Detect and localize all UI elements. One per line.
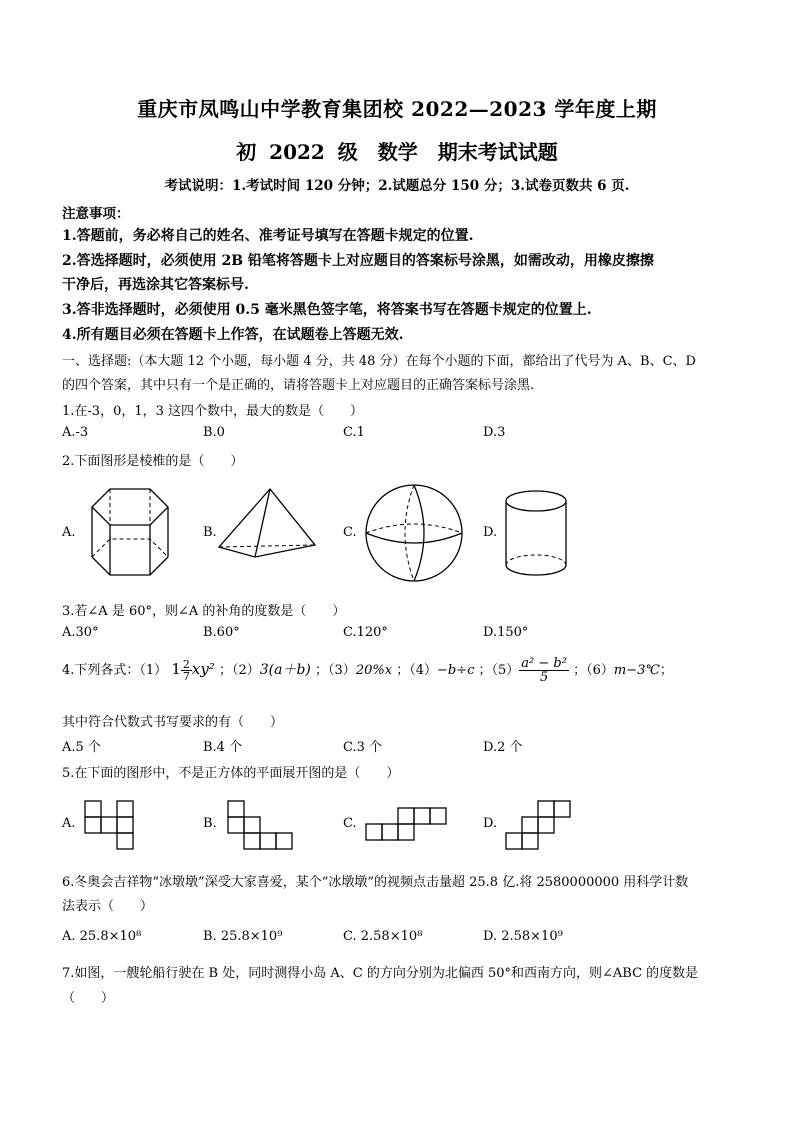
q5-label-d: D. [483,816,498,831]
q6-option-d: D. 2.58×10⁹ [483,929,563,944]
q1-option-d: D.3 [483,425,506,440]
q4-label-6: ；（6） [573,663,614,678]
pyramid-figure [215,485,325,565]
q5-label-b: B. [203,816,217,831]
q4-frac5-num: a² − b² [521,656,567,671]
q4-fraction [181,659,192,682]
q1-option-c: C.1 [343,425,365,440]
question-5-stem: 5.在下面的图形中，不是正方体的平面展开图的是（ ） [62,766,400,781]
notice-item: 4.所有题目必须在答题卡上作答，在试题卷上答题无效. [62,327,404,343]
q4-expr-2: 3(a＋b) [259,662,311,678]
question-7-stem: 7.如图，一艘轮船行驶在 B 处，同时测得小岛 A、C 的方向分别为北偏西 50°和西南方向，则∠ABC 的度数是 [62,966,699,981]
question-6-stem: 6.冬奥会吉祥物“冰墩墩”深受大家喜爱，某个“冰墩墩”的视频点击量超 25.8 亿.将 2580000000 用科学计数 [62,875,689,890]
q4-frac-num: 2 [182,657,190,671]
notice-item: 2.答选择题时，必须使用 2B 铅笔将答题卡上对应题目的答案标号涂黑，如需改动，用橡皮擦擦 [62,253,654,269]
cube-net-b [227,800,307,854]
question-4-stem2: 其中符合代数式书写要求的有（ ） [62,715,284,730]
q4-option-d: D.2 个 [483,740,523,755]
q4-option-c: C.3 个 [343,740,383,755]
q3-option-a: A.30° [62,625,99,640]
q2-label-b: B. [203,525,217,540]
q3-option-d: D.150° [483,625,529,640]
question-4-stem [62,657,673,684]
cube-net-a [84,800,154,854]
q4-mixed-number [171,657,215,683]
q6-option-a: A. 25.8×10⁸ [62,929,142,944]
q1-option-a: A.-3 [62,425,89,440]
cube-net-c [365,800,455,854]
q4-frac-den: 7 [182,669,190,683]
q4-fraction-5 [519,657,569,684]
q4-expr-4: −b÷c [436,663,475,678]
q2-label-d: D. [483,525,498,540]
q4-prefix: 4.下列各式：（1） [62,663,168,678]
q2-label-c: C. [343,525,357,540]
q4-frac5-den: 5 [539,670,549,685]
exam-title: 重庆市凤鸣山中学教育集团校 2022—2023 学年度上期 [137,97,657,121]
q4-whole: 1 [171,660,181,678]
q5-label-c: C. [343,816,357,831]
q4-expr-6: m−3℃ [613,663,660,678]
notice-item: 干净后，再选涂其它答案标号. [62,277,249,293]
q4-label-2: ；（2） [218,663,260,678]
q4-label-5: ；（5） [478,663,520,678]
hexagonal-prism-figure [80,485,180,580]
question-7-stem-cont: （ ） [62,991,115,1006]
question-6-stem-cont: 法表示（ ） [62,899,154,914]
q3-option-c: C.120° [343,625,388,640]
q5-label-a: A. [62,816,76,831]
question-1-stem: 1.在-3，0，1，3 这四个数中，最大的数是（ ） [62,404,364,419]
q4-expr-3: 20%x [355,663,393,678]
q1-option-b: B.0 [203,425,225,440]
exam-instructions: 考试说明：1.考试时间 120 分钟；2.试题总分 150 分；3.试卷页数共 6 页. [164,178,630,194]
q4-label-4: ；（4） [396,663,437,678]
question-3-stem: 3.若∠A 是 60°，则∠A 的补角的度数是（ ） [62,604,346,619]
q4-option-b: B.4 个 [203,740,243,755]
q3-option-b: B.60° [203,625,240,640]
q4-end: ； [659,663,673,678]
section-heading-cont: 的四个答案，其中只有一个是正确的，请将答题卡上对应题目的正确答案标号涂黑. [62,378,535,393]
q2-label-a: A. [62,525,76,540]
q4-label-3: ；（3） [315,663,356,678]
notice-item: 1.答题前，务必将自己的姓名、准考证号填写在答题卡规定的位置. [62,228,474,244]
q4-option-a: A.5 个 [62,740,101,755]
q4-var: xy² [191,660,215,678]
sphere-figure [362,483,466,583]
cube-net-d [505,800,585,854]
q6-option-c: C. 2.58×10⁸ [343,929,423,944]
exam-subtitle: 初 2022 级 数学 期末考试试题 [236,140,558,164]
question-2-stem: 2.下面图形是棱椎的是（ ） [62,454,244,469]
notice-item: 3.答非选择题时，必须使用 0.5 毫米黑色签字笔，将答案书写在答题卡规定的位置上. [62,302,592,318]
cylinder-figure [500,485,576,581]
q6-option-b: B. 25.8×10⁹ [203,929,283,944]
notice-heading: 注意事项： [62,206,130,222]
section-heading: 一、选择题:（本大题 12 个小题，每小题 4 分，共 48 分）在每个小题的下面，都给出了代号为 A、B、C、D [62,354,696,369]
